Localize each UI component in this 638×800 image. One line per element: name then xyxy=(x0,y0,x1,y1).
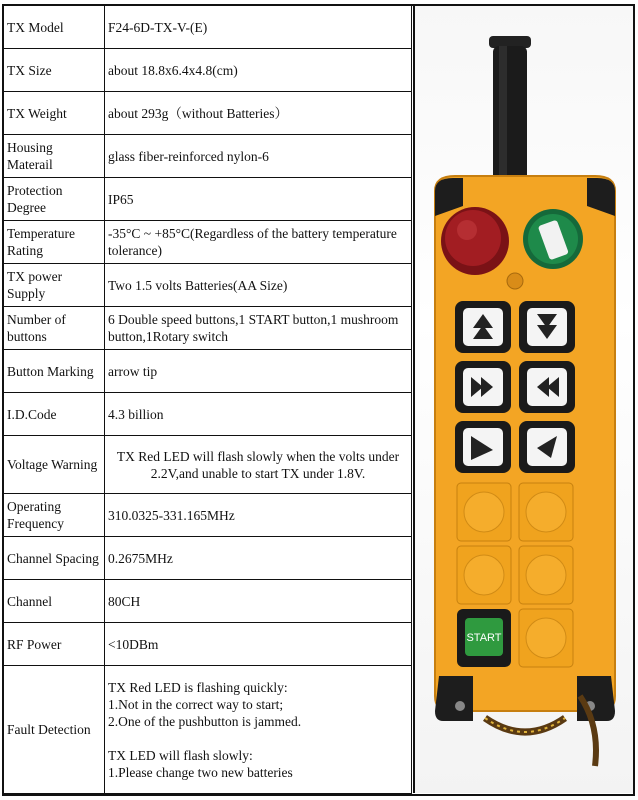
row-label: Channel xyxy=(4,580,105,623)
blank-button[interactable] xyxy=(519,483,573,541)
start-button[interactable] xyxy=(457,609,511,667)
row-value: F24-6D-TX-V-(E) xyxy=(105,6,412,49)
button-left[interactable] xyxy=(519,361,575,413)
button-diagonal-down[interactable] xyxy=(519,421,575,473)
row-label: Button Marking xyxy=(4,350,105,393)
row-label: Channel Spacing xyxy=(4,537,105,580)
row-label: Protection Degree xyxy=(4,178,105,221)
start-button-label: START xyxy=(466,632,502,644)
row-label: Fault Detection xyxy=(4,666,105,794)
table-row xyxy=(4,92,412,135)
row-label: Voltage Warning xyxy=(4,436,105,494)
fault-line: 1.Please change two new batteries xyxy=(108,764,293,780)
fault-line: TX LED will flash slowly: xyxy=(108,747,253,763)
row-value: IP65 xyxy=(105,178,412,221)
row-label: TX Weight xyxy=(4,92,105,135)
row-value: arrow tip xyxy=(105,350,412,393)
blank-button[interactable] xyxy=(457,546,511,604)
table-row xyxy=(4,580,412,623)
row-value: 0.2675MHz xyxy=(105,537,412,580)
fault-line: TX Red LED is flashing quickly: xyxy=(108,679,288,695)
button-down[interactable] xyxy=(519,301,575,353)
spec-table xyxy=(3,5,412,794)
row-label: Temperature Rating xyxy=(4,221,105,264)
fault-line xyxy=(108,730,408,747)
table-row xyxy=(4,49,412,92)
row-label: Operating Frequency xyxy=(4,494,105,537)
row-value: Two 1.5 volts Batteries(AA Size) xyxy=(105,264,412,307)
table-row xyxy=(4,436,412,494)
button-diagonal-up[interactable] xyxy=(455,421,511,473)
button-up[interactable] xyxy=(455,301,511,353)
led-indicator xyxy=(507,273,523,289)
row-value: 6 Double speed buttons,1 START button,1 mushroom button,1Rotary switch xyxy=(105,307,412,350)
table-row xyxy=(4,623,412,666)
remote-control-photo xyxy=(413,6,633,793)
row-label: RF Power xyxy=(4,623,105,666)
table-row xyxy=(4,135,412,178)
row-label: TX power Supply xyxy=(4,264,105,307)
row-value: 4.3 billion xyxy=(105,393,412,436)
row-value: about 18.8x6.4x4.8(cm) xyxy=(105,49,412,92)
table-row xyxy=(4,494,412,537)
row-label: I.D.Code xyxy=(4,393,105,436)
row-value: glass fiber-reinforced nylon-6 xyxy=(105,135,412,178)
table-row xyxy=(4,537,412,580)
row-label: TX Model xyxy=(4,6,105,49)
table-row xyxy=(4,350,412,393)
table-row xyxy=(4,6,412,49)
fault-line: 2.One of the pushbutton is jammed. xyxy=(108,713,302,729)
row-value: <10DBm xyxy=(105,623,412,666)
button-right[interactable] xyxy=(455,361,511,413)
table-row xyxy=(4,264,412,307)
table-row xyxy=(4,666,412,794)
table-row xyxy=(4,178,412,221)
row-value: 310.0325-331.165MHz xyxy=(105,494,412,537)
table-row xyxy=(4,393,412,436)
fault-detection-value xyxy=(105,666,412,794)
table-row xyxy=(4,307,412,350)
row-value: TX Red LED will flash slowly when the volts under 2.2V,and unable to start TX under 1.8V. xyxy=(105,436,412,494)
antenna xyxy=(493,46,527,196)
blank-button[interactable] xyxy=(519,546,573,604)
row-value: -35°C ~ +85°C(Regardless of the battery temperature tolerance) xyxy=(105,221,412,264)
row-label: TX Size xyxy=(4,49,105,92)
blank-button[interactable] xyxy=(519,609,573,667)
fault-line: 1.Not in the correct way to start; xyxy=(108,696,284,712)
row-value: about 293g（without Batteries） xyxy=(105,92,412,135)
table-row xyxy=(4,221,412,264)
row-value: 80CH xyxy=(105,580,412,623)
remote-control-image xyxy=(415,6,633,793)
blank-button[interactable] xyxy=(457,483,511,541)
row-label: Number of buttons xyxy=(4,307,105,350)
row-label: Housing Materail xyxy=(4,135,105,178)
